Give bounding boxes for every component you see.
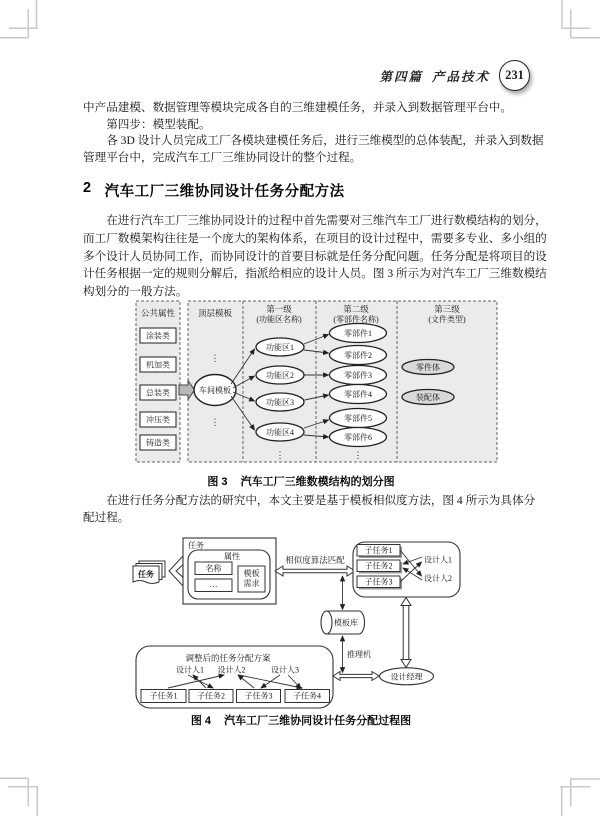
level2-node-label: 零部件1 (344, 329, 372, 338)
figure4-caption (83, 712, 519, 728)
design-manager-label: 设计经理 (390, 672, 423, 682)
level1-node-label: 功能区3 (266, 398, 294, 407)
figure4-caption-label: 图 4 (190, 715, 212, 727)
figure3-caption (83, 473, 519, 489)
figure4-caption-text: 汽车工厂三维协同设计任务分配过程图 (224, 715, 412, 727)
attr-item: 涂装类 (146, 331, 170, 341)
level3-node-label: 零件体 (416, 363, 440, 372)
template-db-label: 模板库 (334, 618, 358, 628)
level1-node-label: 功能区4 (266, 428, 294, 437)
figure4-diagram (120, 537, 470, 732)
paragraph-2 (83, 212, 547, 301)
attr-item: 机加类 (146, 360, 170, 370)
subtask-label: 子任务3 (364, 577, 393, 587)
attr-item: 总装类 (146, 388, 170, 398)
text-line: 构划分的一般方法。 (83, 285, 188, 299)
column1-label: 第一级 (266, 304, 292, 314)
text-line: 中产品建模、数据管理等模块完成各自的三维建模任务，并录入到数据管理平台中。 (83, 101, 512, 114)
figure3-caption-text: 汽车工厂三维数模结构的划分图 (240, 476, 395, 488)
inference-engine-label: 推理机 (347, 650, 371, 659)
column3-label: 第三级 (434, 304, 460, 314)
attr-ellipsis-label: … (209, 580, 218, 589)
task-definition-box (183, 538, 276, 604)
level3-node-label: 装配体 (416, 393, 440, 402)
adjusted-allocation-box (136, 646, 333, 708)
ellipsis-dots: ⋮ (210, 417, 220, 427)
level2-node-label: 零部件3 (344, 371, 372, 380)
manager-feedback-double-arrow (401, 598, 411, 668)
section-title: 汽车工厂三维协同设计任务分配方法 (104, 184, 345, 200)
level2-node-label: 零部件4 (344, 390, 372, 399)
attr-item: 冲压类 (146, 415, 170, 425)
subtask-label: 子任务3 (244, 691, 273, 701)
template-req-line1: 模板 (243, 569, 260, 578)
section-number: 2 (83, 180, 92, 196)
page-number-badge: 231 (499, 60, 530, 91)
subtask-label: 子任务4 (293, 691, 321, 701)
text-line: 在进行汽车工厂三维协同设计的过程中首先需要对三维汽车工厂进行数模结构的划分， (106, 214, 547, 227)
level2-node-label: 零部件6 (344, 433, 372, 442)
text-line: 在进行任务分配方法的研究中，本文主要是基于模板相似度方法，图 4 所示为具体分 (106, 494, 536, 507)
figure3-diagram (128, 298, 504, 470)
figure3-caption-label: 图 3 (207, 476, 228, 488)
paragraph-1 (83, 100, 544, 166)
column3-sublabel: (文件类型) (428, 315, 466, 324)
level2-node-label: 零部件5 (344, 414, 372, 423)
column2-label: 第二级 (343, 304, 369, 314)
level1-node-label: 功能区1 (266, 343, 294, 352)
subtask-label: 子任务2 (364, 561, 393, 571)
column-top-template-label: 顶层模板 (197, 308, 233, 318)
paragraph-3 (83, 492, 536, 526)
section-heading (83, 180, 345, 201)
designer-label: 设计人3 (271, 665, 299, 675)
root-node-label: 车间模板 (199, 386, 231, 395)
attr-item: 铸造类 (146, 438, 170, 448)
text-line: 配过程。 (83, 511, 130, 524)
initial-allocation-box (353, 542, 460, 597)
text-line: 多个设计人员协同工作，而协同设计的首要目标就是任务分配问题。任务分配是将项目的设 (83, 249, 547, 263)
template-req-line2: 需求 (243, 579, 260, 588)
task-box-label: 任务 (188, 541, 204, 550)
task-stack (133, 561, 165, 584)
subtask-top-boxes (357, 545, 402, 590)
ellipsis-dots: ⋮ (210, 353, 220, 363)
header-title: 产品技术 (431, 69, 490, 84)
level2-node-label: 零部件2 (344, 351, 372, 360)
ellipsis-dots: ⋮ (275, 450, 285, 460)
designer-label: 设计人2 (424, 574, 452, 583)
subtask-label: 子任务1 (364, 546, 393, 555)
column1-sublabel: (功能区名称) (256, 315, 302, 324)
text-line: 第四步：模型装配。 (106, 117, 211, 131)
similarity-match-double-arrow (275, 566, 355, 576)
designer-label: 设计人2 (217, 665, 246, 675)
header-section: 第四篇 (379, 69, 423, 84)
task-stack-label: 任务 (138, 570, 154, 579)
text-line: 计任务根据一定的规则分解后，指派给相应的设计人员。图 3 所示为对汽车工厂三维数模结 (83, 267, 547, 281)
template-db-cylinder (321, 611, 365, 634)
designer-label: 设计人1 (176, 665, 204, 675)
similarity-match-label: 相似度算法匹配 (285, 555, 345, 565)
text-line: 各 3D 设计人员完成工厂各模块建模任务后，进行三维模型的总体装配，并录入到数据 (106, 134, 544, 148)
allocation-manager-double-arrow (333, 672, 379, 681)
left-panel-title: 公共属性 (140, 308, 176, 318)
page-header (379, 60, 530, 91)
text-line: 管理平台中，完成汽车工厂三维协同设计的整个过程。 (83, 150, 362, 164)
subtask-label: 子任务2 (197, 691, 225, 701)
adjusted-allocation-title: 调整后的任务分配方案 (185, 653, 271, 663)
attr-name-label: 名称 (205, 564, 222, 573)
text-line: 而工厂数模架构往往是一个庞大的架构体系，在项目的设计过程中，需要多专业、多小组的 (83, 231, 547, 245)
subtask-label: 子任务1 (149, 691, 178, 701)
ellipsis-dots: ⋮ (353, 450, 363, 460)
designer-label: 设计人1 (424, 555, 452, 565)
column2-sublabel: (零部件名称) (333, 315, 379, 324)
level1-node-label: 功能区2 (266, 371, 294, 380)
attributes-title: 属性 (224, 552, 240, 561)
